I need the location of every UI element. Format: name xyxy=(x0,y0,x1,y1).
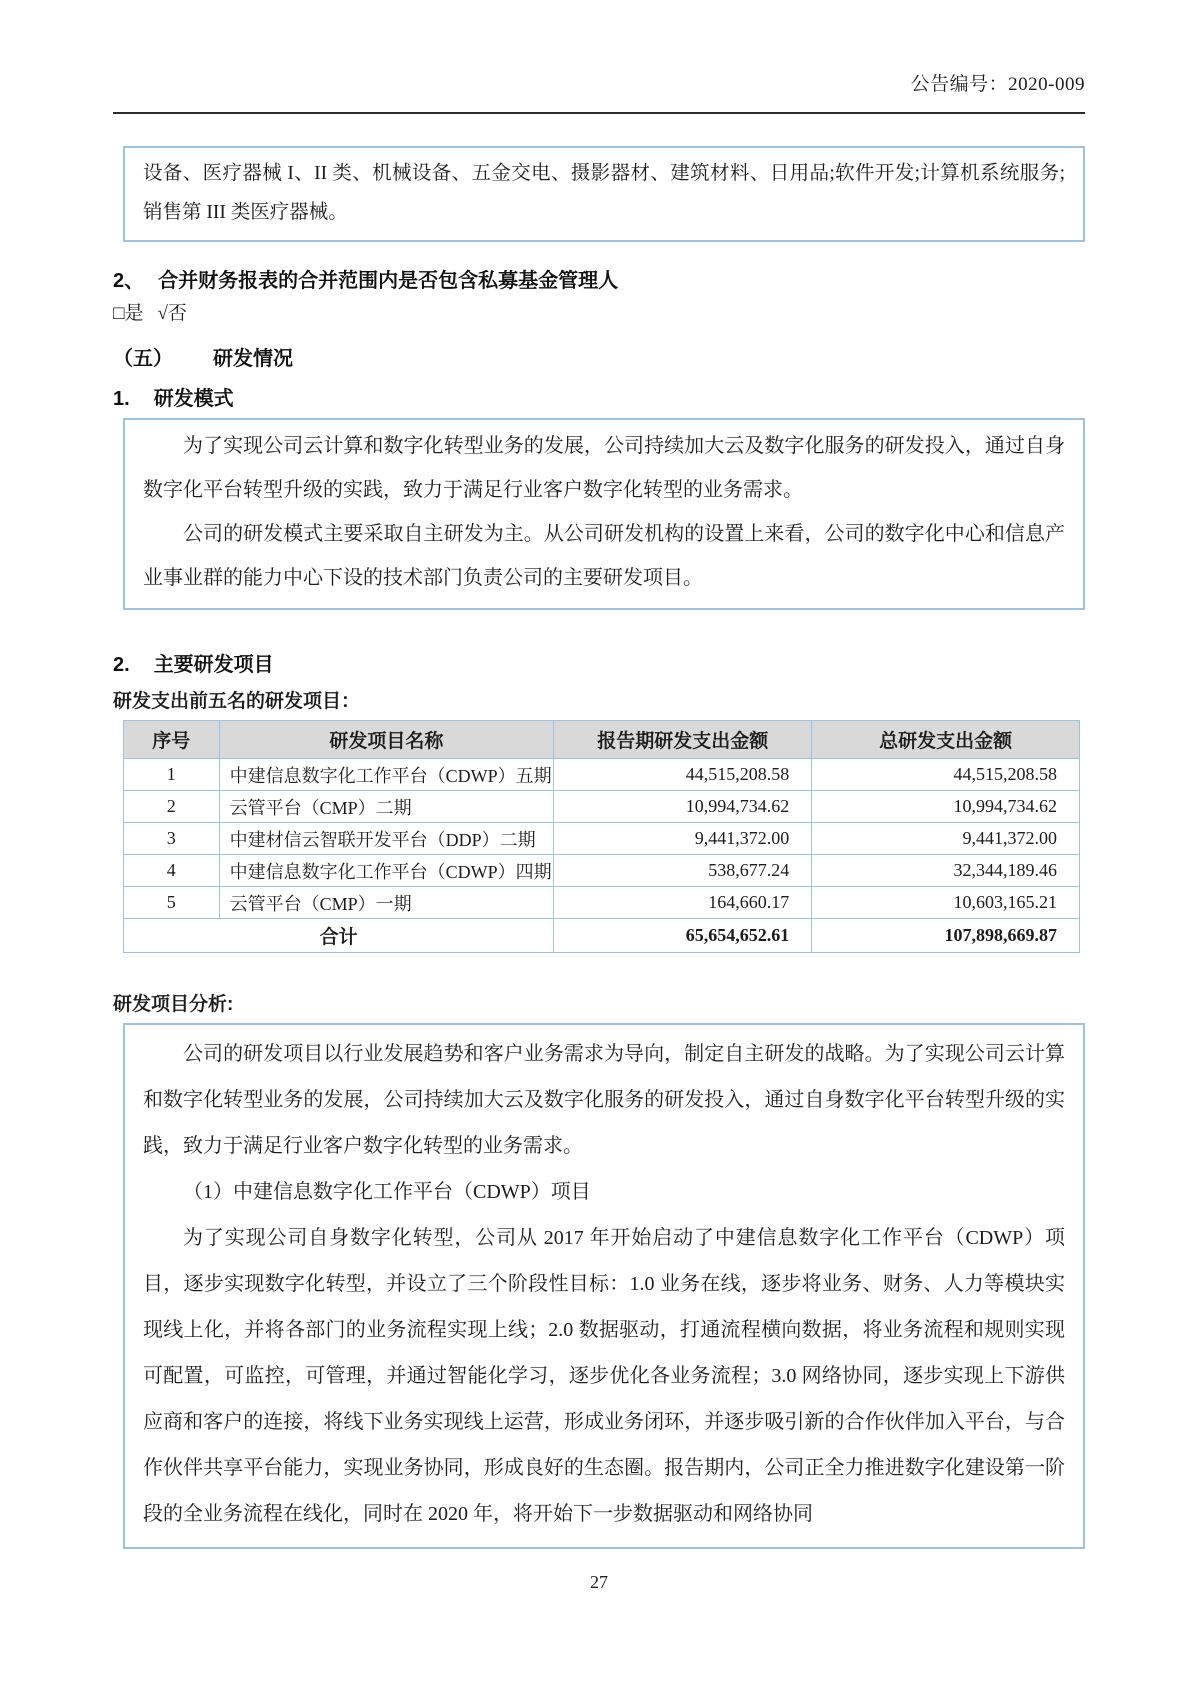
cell-project-name: 中建材信云智联开发平台（DDP）二期 xyxy=(219,823,554,855)
business-scope-text: 设备、医疗器械 I、II 类、机械设备、五金交电、摄影器材、建筑材料、日用品;软件开发;计算机系统服务;销售第 III 类医疗器械。 xyxy=(143,163,1065,223)
cell-total-amount: 10,603,165.21 xyxy=(812,887,1080,919)
cell-total-amount: 32,344,189.46 xyxy=(812,855,1080,887)
heading-rd-projects xyxy=(113,652,1085,678)
cell-total-period-amount: 65,654,652.61 xyxy=(554,919,812,953)
cell-period-amount: 44,515,208.58 xyxy=(554,759,812,791)
cell-total-label: 合计 xyxy=(124,919,554,953)
column-header-total-amount: 总研发支出金额 xyxy=(812,721,1080,759)
cell-index: 5 xyxy=(124,887,220,919)
table-row xyxy=(124,855,1080,887)
table-total-row xyxy=(124,919,1080,953)
table-row xyxy=(124,823,1080,855)
heading-private-fund-title: 合并财务报表的合并范围内是否包含私募基金管理人 xyxy=(158,270,619,292)
announcement-number: 公告编号：2020-009 xyxy=(910,74,1085,95)
column-header-period-amount: 报告期研发支出金额 xyxy=(554,721,812,759)
analysis-paragraph: （1）中建信息数字化工作平台（CDWP）项目 xyxy=(183,1181,591,1203)
analysis-heading: 研发项目分析: xyxy=(113,994,234,1015)
heading-rd-projects-number: 2. xyxy=(113,654,130,676)
heading-rd-mode-number: 1. xyxy=(113,388,130,410)
analysis-paragraph: 为了实现公司自身数字化转型，公司从 2017 年开始启动了中建信息数字化工作平台（CDWP）项目，逐步实现数字化转型，并设立了三个阶段性目标：1.0 业务在线，逐步将业务、财务、人力等模块实现线上化，并将各部门的业务流程实现上线；2.0 数据驱动，打通流程横向数据，将业务流程和规则实现可配置，可监控，可管理，并通过智能化学习，逐步优化各业务流程；3.0 网络协同，逐步实现上下游供应商和客户的连接，将线下业务实现线上运营，形成业务闭环，并逐步吸引新的合作伙伴加入平台，与合作伙伴共享平台能力，实现业务协同，形成良好的生态圈。报告期内，公司正全力推进数字化建设第一阶段的全业务流程在线化，同时在 2020 年，将开始下一步数据驱动和网络协同 xyxy=(143,1227,1065,1525)
cell-total-amount: 10,994,734.62 xyxy=(812,791,1080,823)
cell-index: 3 xyxy=(124,823,220,855)
heading-private-fund xyxy=(113,268,1085,294)
column-header-index: 序号 xyxy=(124,721,220,759)
cell-project-name: 中建信息数字化工作平台（CDWP）五期 xyxy=(219,759,554,791)
rd-mode-paragraph: 为了实现公司云计算和数字化转型业务的发展，公司持续加大云及数字化服务的研发投入，通过自身数字化平台转型升级的实践，致力于满足行业客户数字化转型的业务需求。 xyxy=(143,435,1065,501)
rd-mode-box xyxy=(123,418,1085,610)
heading-private-fund-number: 2、 xyxy=(113,270,145,292)
heading-rd-section-number: （五） xyxy=(113,348,173,370)
cell-total-cumulative-amount: 107,898,669.87 xyxy=(812,919,1080,953)
yes-no-options xyxy=(113,302,1085,326)
header-divider xyxy=(113,112,1085,114)
business-scope-box xyxy=(123,146,1085,242)
cell-project-name: 云管平台（CMP）二期 xyxy=(219,791,554,823)
rd-analysis-box xyxy=(123,1023,1085,1549)
heading-rd-projects-title: 主要研发项目 xyxy=(153,654,274,676)
column-header-project-name: 研发项目名称 xyxy=(219,721,554,759)
cell-index: 4 xyxy=(124,855,220,887)
heading-rd-mode-title: 研发模式 xyxy=(153,388,234,410)
heading-rd-mode xyxy=(113,386,1085,412)
page-number: 27 xyxy=(590,1572,608,1592)
option-no: √否 xyxy=(157,303,187,324)
cell-period-amount: 10,994,734.62 xyxy=(554,791,812,823)
cell-period-amount: 164,660.17 xyxy=(554,887,812,919)
rd-expenditure-table xyxy=(123,720,1080,953)
table-header-row xyxy=(124,721,1080,759)
analysis-paragraph: 公司的研发项目以行业发展趋势和客户业务需求为导向，制定自主研发的战略。为了实现公司云计算和数字化转型业务的发展，公司持续加大云及数字化服务的研发投入，通过自身数字化平台转型升级的实践，致力于满足行业客户数字化转型的业务需求。 xyxy=(143,1043,1065,1157)
cell-total-amount: 44,515,208.58 xyxy=(812,759,1080,791)
option-yes: □是 xyxy=(113,303,144,324)
cell-project-name: 中建信息数字化工作平台（CDWP）四期 xyxy=(219,855,554,887)
table-row xyxy=(124,791,1080,823)
heading-rd-section-title: 研发情况 xyxy=(213,348,293,370)
rd-mode-paragraph: 公司的研发模式主要采取自主研发为主。从公司研发机构的设置上来看，公司的数字化中心和信息产业事业群的能力中心下设的技术部门负责公司的主要研发项目。 xyxy=(143,523,1065,589)
rd-table-caption: 研发支出前五名的研发项目： xyxy=(113,691,361,712)
heading-rd-section xyxy=(113,346,1085,372)
cell-project-name: 云管平台（CMP）一期 xyxy=(219,887,554,919)
cell-total-amount: 9,441,372.00 xyxy=(812,823,1080,855)
cell-period-amount: 538,677.24 xyxy=(554,855,812,887)
cell-index: 2 xyxy=(124,791,220,823)
table-row xyxy=(124,887,1080,919)
cell-period-amount: 9,441,372.00 xyxy=(554,823,812,855)
table-row xyxy=(124,759,1080,791)
cell-index: 1 xyxy=(124,759,220,791)
